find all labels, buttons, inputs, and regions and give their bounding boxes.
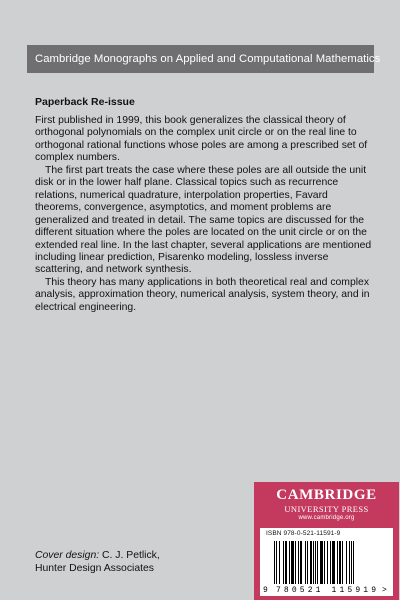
barcode-bar <box>339 541 341 584</box>
publisher-url: www.cambridge.org <box>298 515 355 521</box>
barcode-digits: 780521 115919 <box>276 586 376 595</box>
barcode-bar <box>317 541 318 584</box>
cover-design-firm: Hunter Design Associates <box>35 563 154 575</box>
barcode-bars <box>274 541 354 584</box>
barcode-bar <box>289 541 290 584</box>
barcode-bar <box>330 541 331 584</box>
barcode-bar <box>305 541 306 584</box>
barcode-bar <box>291 541 294 584</box>
barcode-bar <box>342 541 343 584</box>
cover-credit <box>35 549 160 576</box>
barcode-bar <box>298 541 299 584</box>
barcode-bar <box>310 541 312 584</box>
barcode-digit-lead: 9 <box>263 586 268 595</box>
cover-credit-label: Cover design: <box>35 550 100 561</box>
isbn-label: ISBN 978-0-521-11591-9 <box>266 530 341 537</box>
isbn-barcode-box <box>260 528 393 596</box>
barcode-bar <box>315 541 316 584</box>
barcode-bar <box>353 541 354 584</box>
barcode-bar <box>332 541 335 584</box>
series-title: Cambridge Monographs on Applied and Computational Mathematics <box>35 53 381 65</box>
barcode-bar <box>324 541 325 584</box>
blurb-paragraph-3: This theory has many applications in both theoretical real and complex analysis, approximation theory, numerical analysis, system theory, and in electrical engineering. <box>35 276 370 313</box>
barcode-bar <box>300 541 302 584</box>
barcode-bar <box>285 541 287 584</box>
barcode-bar <box>320 541 323 584</box>
blurb-paragraph-1: First published in 1999, this book generalizes the classical theory of orthogonal polynomials on the complex unit circle or on the real line to orthogonal rational functions whose poles are among a prescribed set of complex numbers. <box>35 115 368 164</box>
back-cover-blurb <box>35 115 375 314</box>
barcode-addon: > <box>382 586 387 595</box>
barcode-bar <box>349 541 350 584</box>
barcode-bar <box>351 541 352 584</box>
blurb-paragraph-2: The first part treats the case where these poles are all outside the unit disk or in the lower half plane. Classical topics such as recurrence relations, numerical quadrature, interpolation properties, Favard theorems, convergence, asymptotics, and moment problems are generalized and treated in detail. The same topics are discussed for the different situation where the poles are located on the unit circle or on the extended real line. In the last chapter, several applications are mentioned including linear prediction, Pisarenko modeling, lossless inverse scattering, and network synthesis. <box>35 164 372 276</box>
barcode-bar <box>279 541 280 584</box>
barcode-bar <box>283 541 284 584</box>
barcode-bar <box>327 541 328 584</box>
barcode-bar <box>295 541 296 584</box>
publisher-subtitle: UNIVERSITY PRESS <box>284 504 369 514</box>
series-title-bar <box>27 45 381 73</box>
publisher-logo-block <box>254 482 399 600</box>
barcode-bar <box>276 541 277 584</box>
reissue-label: Paperback Re-issue <box>35 96 135 108</box>
cover-designer: C. J. Petlick, <box>102 550 160 561</box>
barcode-bar <box>307 541 308 584</box>
barcode-bar <box>274 541 275 584</box>
barcode-bar <box>313 541 314 584</box>
publisher-name: CAMBRIDGE <box>276 487 377 503</box>
barcode-bar <box>346 541 347 584</box>
barcode-bar <box>337 541 338 584</box>
barcode-icon <box>260 528 393 596</box>
